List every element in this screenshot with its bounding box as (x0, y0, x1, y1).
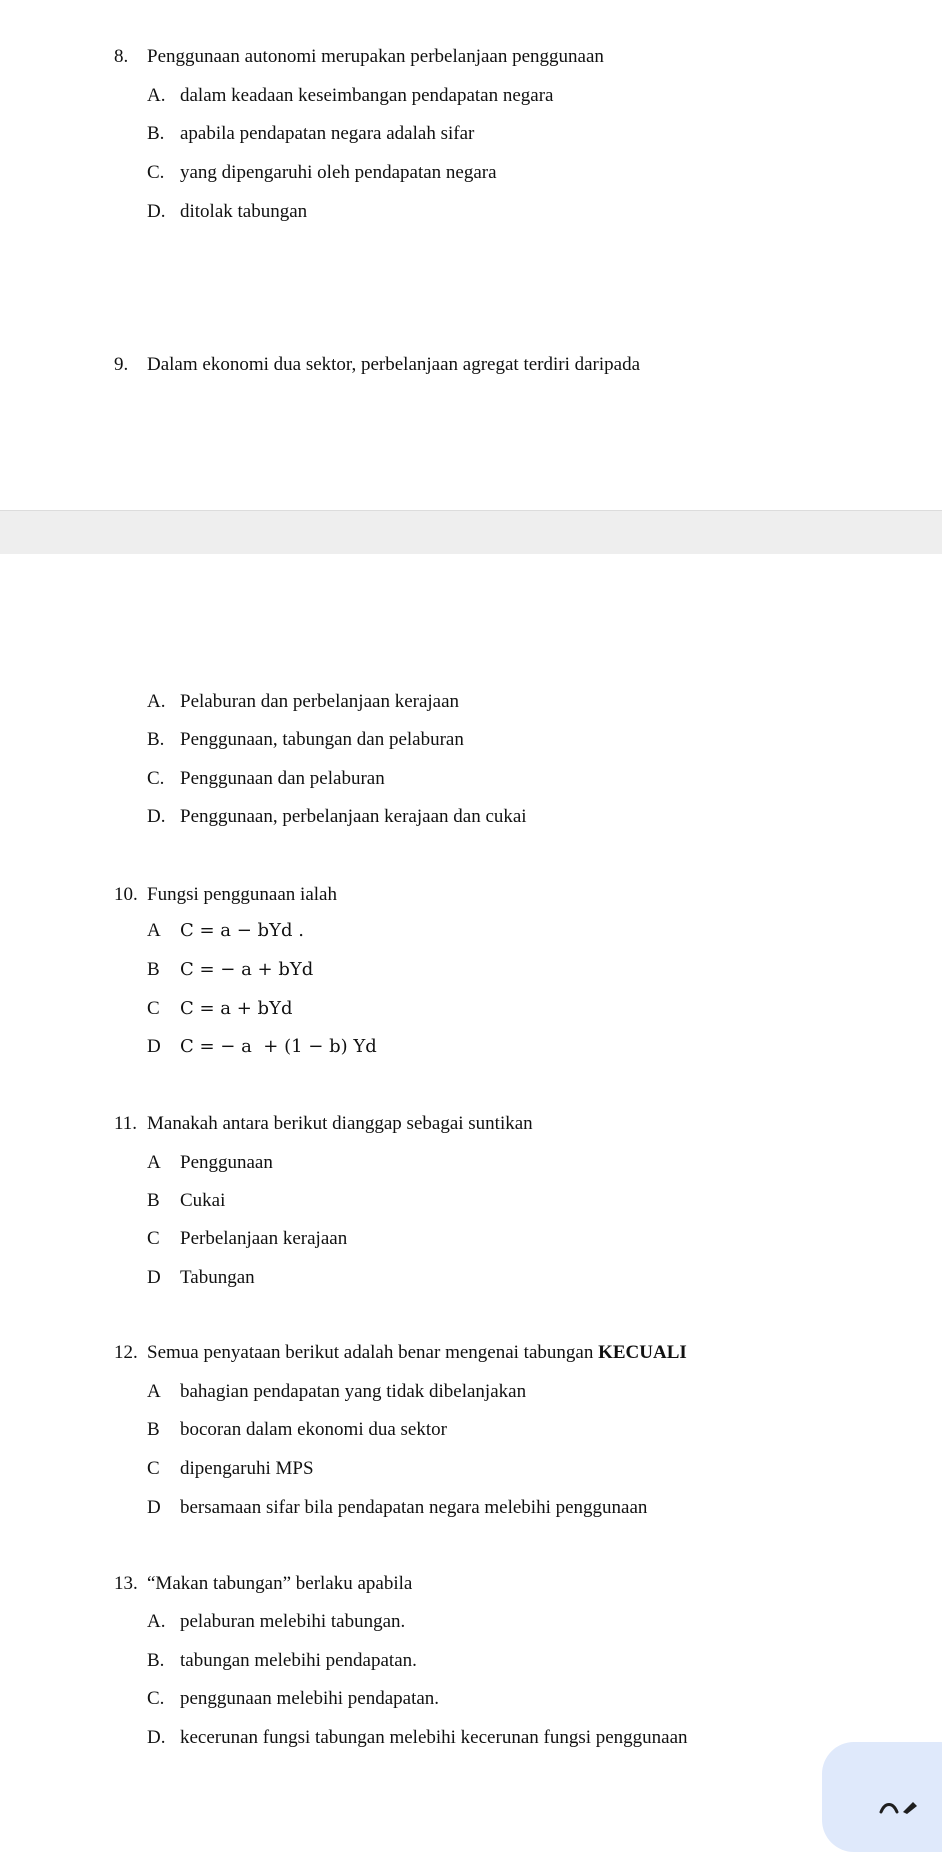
option-text: Penggunaan (180, 1152, 273, 1173)
option-10b (147, 958, 313, 982)
option-letter: D. (147, 201, 166, 222)
question-8 (114, 45, 604, 69)
option-9c (147, 767, 385, 791)
option-formula: C = − a + (1 − b) Yd (180, 1036, 377, 1057)
option-9a (147, 690, 459, 714)
option-10d (147, 1035, 377, 1059)
question-number: 8. (114, 46, 129, 67)
option-letter: A (147, 920, 161, 941)
option-formula: C = − a + bYd (180, 959, 314, 980)
option-letter: B. (147, 729, 165, 750)
option-9d (147, 805, 527, 829)
option-8c (147, 161, 497, 185)
option-8d (147, 200, 307, 224)
option-text: bersamaan sifar bila pendapatan negara melebihi penggunaan (180, 1497, 648, 1518)
option-letter: D (147, 1267, 161, 1288)
option-text: apabila pendapatan negara adalah sifar (180, 123, 475, 144)
question-11 (114, 1112, 533, 1136)
option-letter: B. (147, 123, 165, 144)
option-text: bocoran dalam ekonomi dua sektor (180, 1419, 447, 1440)
option-10c (147, 997, 292, 1021)
question-number: 9. (114, 354, 129, 375)
document-page-2 (0, 554, 942, 1814)
option-letter: C (147, 1228, 160, 1249)
option-letter: C. (147, 162, 165, 183)
option-letter: C (147, 1458, 160, 1479)
option-8b (147, 122, 474, 146)
question-number: 11. (114, 1113, 138, 1134)
option-letter: C. (147, 768, 165, 789)
option-text: kecerunan fungsi tabungan melebihi kecerunan fungsi penggunaan (180, 1727, 688, 1748)
question-emphasis: KECUALI (598, 1342, 687, 1363)
question-12 (114, 1341, 687, 1365)
option-9b (147, 728, 464, 752)
option-letter: B (147, 959, 160, 980)
option-13d (147, 1726, 688, 1750)
option-10a (147, 919, 304, 943)
question-text: Penggunaan autonomi merupakan perbelanjaan penggunaan (147, 46, 604, 67)
page-separator (0, 510, 942, 555)
option-text: tabungan melebihi pendapatan. (180, 1650, 417, 1671)
option-text: Tabungan (180, 1267, 255, 1288)
option-13c (147, 1687, 439, 1711)
option-text: yang dipengaruhi oleh pendapatan negara (180, 162, 497, 183)
option-letter: D (147, 1497, 161, 1518)
option-11a (147, 1151, 273, 1175)
question-13 (114, 1572, 412, 1596)
question-number: 10. (114, 884, 138, 905)
option-text: pelaburan melebihi tabungan. (180, 1611, 406, 1632)
question-9 (114, 353, 640, 377)
option-13b (147, 1649, 417, 1673)
option-text: dipengaruhi MPS (180, 1458, 314, 1479)
option-text: Perbelanjaan kerajaan (180, 1228, 348, 1249)
option-text: dalam keadaan keseimbangan pendapatan negara (180, 85, 554, 106)
question-text: Manakah antara berikut dianggap sebagai suntikan (147, 1113, 533, 1134)
option-letter: D. (147, 1727, 166, 1748)
floating-edit-button[interactable] (822, 1742, 942, 1852)
question-10 (114, 883, 337, 907)
document-page-1 (0, 0, 942, 510)
option-letter: B (147, 1419, 160, 1440)
option-text: Penggunaan dan pelaburan (180, 768, 385, 789)
option-letter: A (147, 1152, 161, 1173)
option-letter: A. (147, 1611, 166, 1632)
question-number: 12. (114, 1342, 138, 1363)
option-11b (147, 1189, 225, 1213)
option-11d (147, 1266, 255, 1290)
option-formula: C = a + bYd (180, 998, 293, 1019)
edit-pen-icon (877, 1794, 917, 1814)
option-letter: C (147, 998, 160, 1019)
option-12b (147, 1418, 447, 1442)
option-letter: A. (147, 691, 166, 712)
option-text: Pelaburan dan perbelanjaan kerajaan (180, 691, 460, 712)
option-letter: A (147, 1381, 161, 1402)
option-letter: C. (147, 1688, 165, 1709)
option-12a (147, 1380, 526, 1404)
option-text: ditolak tabungan (180, 201, 308, 222)
option-8a (147, 84, 553, 108)
option-text: Penggunaan, perbelanjaan kerajaan dan cukai (180, 806, 527, 827)
question-number: 13. (114, 1573, 138, 1594)
option-11c (147, 1227, 347, 1251)
option-letter: B (147, 1190, 160, 1211)
option-13a (147, 1610, 405, 1634)
option-letter: B. (147, 1650, 165, 1671)
option-text: Cukai (180, 1190, 226, 1211)
option-12c (147, 1457, 314, 1481)
option-12d (147, 1496, 647, 1520)
option-text: Penggunaan, tabungan dan pelaburan (180, 729, 464, 750)
option-letter: D (147, 1036, 161, 1057)
option-text: penggunaan melebihi pendapatan. (180, 1688, 440, 1709)
option-letter: D. (147, 806, 166, 827)
question-text: “Makan tabungan” berlaku apabila (147, 1573, 413, 1594)
option-letter: A. (147, 85, 166, 106)
option-text: bahagian pendapatan yang tidak dibelanjakan (180, 1381, 527, 1402)
question-text: Dalam ekonomi dua sektor, perbelanjaan agregat terdiri daripada (147, 354, 641, 375)
question-text: Semua penyataan berikut adalah benar mengenai tabungan (147, 1342, 599, 1363)
question-text: Fungsi penggunaan ialah (147, 884, 337, 905)
option-formula: C = a − bYd . (180, 920, 304, 941)
